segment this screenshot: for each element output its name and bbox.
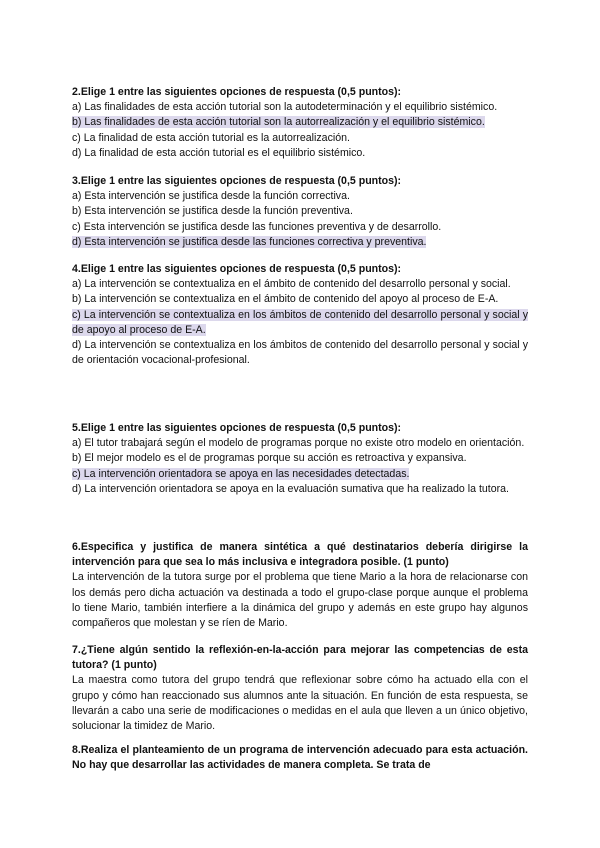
question-title: 7.¿Tiene algún sentido la reflexión-en-la-acción para mejorar las competencias de esta tutora? (1 punto) xyxy=(72,644,528,672)
highlight: c) La intervención se contextualiza en los ámbitos de contenido del desarrollo personal y social y de apoyo al proceso de E-A. xyxy=(72,308,528,336)
option-b: b) Esta intervención se justifica desde la función preventiva. xyxy=(72,205,353,218)
option-c: c) La finalidad de esta acción tutorial es la autorrealización. xyxy=(72,131,350,144)
option-b-highlighted xyxy=(72,115,528,130)
option-d-highlighted xyxy=(72,235,528,250)
option-c-highlighted xyxy=(72,467,528,482)
question-4 xyxy=(72,262,528,368)
question-3 xyxy=(72,174,528,250)
answer-text: La intervención de la tutora surge por el problema que tiene Mario a la hora de relacionarse con los demás pero dicha actuación va destinada a todo el grupo-clase porque aunque el problema lo tiene Mario, también interfiere a la dinámica del grupo y además en este grupo hay algunos compañeros que molestan y se ríen de Mario. xyxy=(72,571,528,630)
question-title: 6.Especifica y justifica de manera sintética a qué destinatarios debería dirigirse la intervención para que sea lo más inclusiva e integradora posible. (1 punto) xyxy=(72,541,528,569)
option-a: a) La intervención se contextualiza en el ámbito de contenido del desarrollo personal y social. xyxy=(72,278,511,291)
option-b: b) La intervención se contextualiza en el ámbito de contenido del apoyo al proceso de E-A. xyxy=(72,293,499,306)
option-c-highlighted xyxy=(72,308,528,338)
option-d: d) La finalidad de esta acción tutorial es el equilibrio sistémico. xyxy=(72,146,366,159)
highlight: b) Las finalidades de esta acción tutorial son la autorrealización y el equilibrio sistémico. xyxy=(72,116,485,129)
question-title: 3.Elige 1 entre las siguientes opciones de respuesta (0,5 puntos): xyxy=(72,175,402,187)
option-a: a) Las finalidades de esta acción tutorial son la autodeterminación y el equilibrio sistémico. xyxy=(72,101,498,114)
question-title: 5.Elige 1 entre las siguientes opciones de respuesta (0,5 puntos): xyxy=(72,422,402,434)
question-title: 2.Elige 1 entre las siguientes opciones de respuesta (0,5 puntos): xyxy=(72,86,402,98)
option-d: d) La intervención orientadora se apoya en la evaluación sumativa que ha realizado la tutora. xyxy=(72,482,509,495)
option-c: c) Esta intervención se justifica desde las funciones preventiva y de desarrollo. xyxy=(72,220,442,233)
highlight: d) Esta intervención se justifica desde las funciones correctiva y preventiva. xyxy=(72,235,427,248)
question-7 xyxy=(72,643,528,734)
question-5 xyxy=(72,421,528,497)
question-6 xyxy=(72,540,528,631)
highlight: c) La intervención orientadora se apoya en las necesidades detectadas. xyxy=(72,467,410,480)
option-a: a) El tutor trabajará según el modelo de programas porque no existe otro modelo en orientación. xyxy=(72,437,525,450)
answer-text: La maestra como tutora del grupo tendrá que reflexionar sobre cómo ha actuado ella con el grupo y cómo han reaccionado sus alumnos ante la situación. En función de esta respuesta, se llevarán a cabo una serie de modificaciones o medidas en el aula que lleven a un único objetivo, solucionar la timidez de Mario. xyxy=(72,674,528,733)
option-d: d) La intervención se contextualiza en los ámbitos de contenido del desarrollo personal y social y de orientación vocacional-profesional. xyxy=(72,339,528,367)
question-title: 8.Realiza el planteamiento de un programa de intervención adecuado para esta actuación. No hay que desarrollar las actividades de manera completa. Se trata de xyxy=(72,744,528,772)
question-8 xyxy=(72,743,528,773)
option-b: b) El mejor modelo es el de programas porque su acción es retroactiva y expansiva. xyxy=(72,452,467,465)
question-2 xyxy=(72,85,528,161)
question-title: 4.Elige 1 entre las siguientes opciones de respuesta (0,5 puntos): xyxy=(72,263,402,275)
option-a: a) Esta intervención se justifica desde la función correctiva. xyxy=(72,190,350,203)
